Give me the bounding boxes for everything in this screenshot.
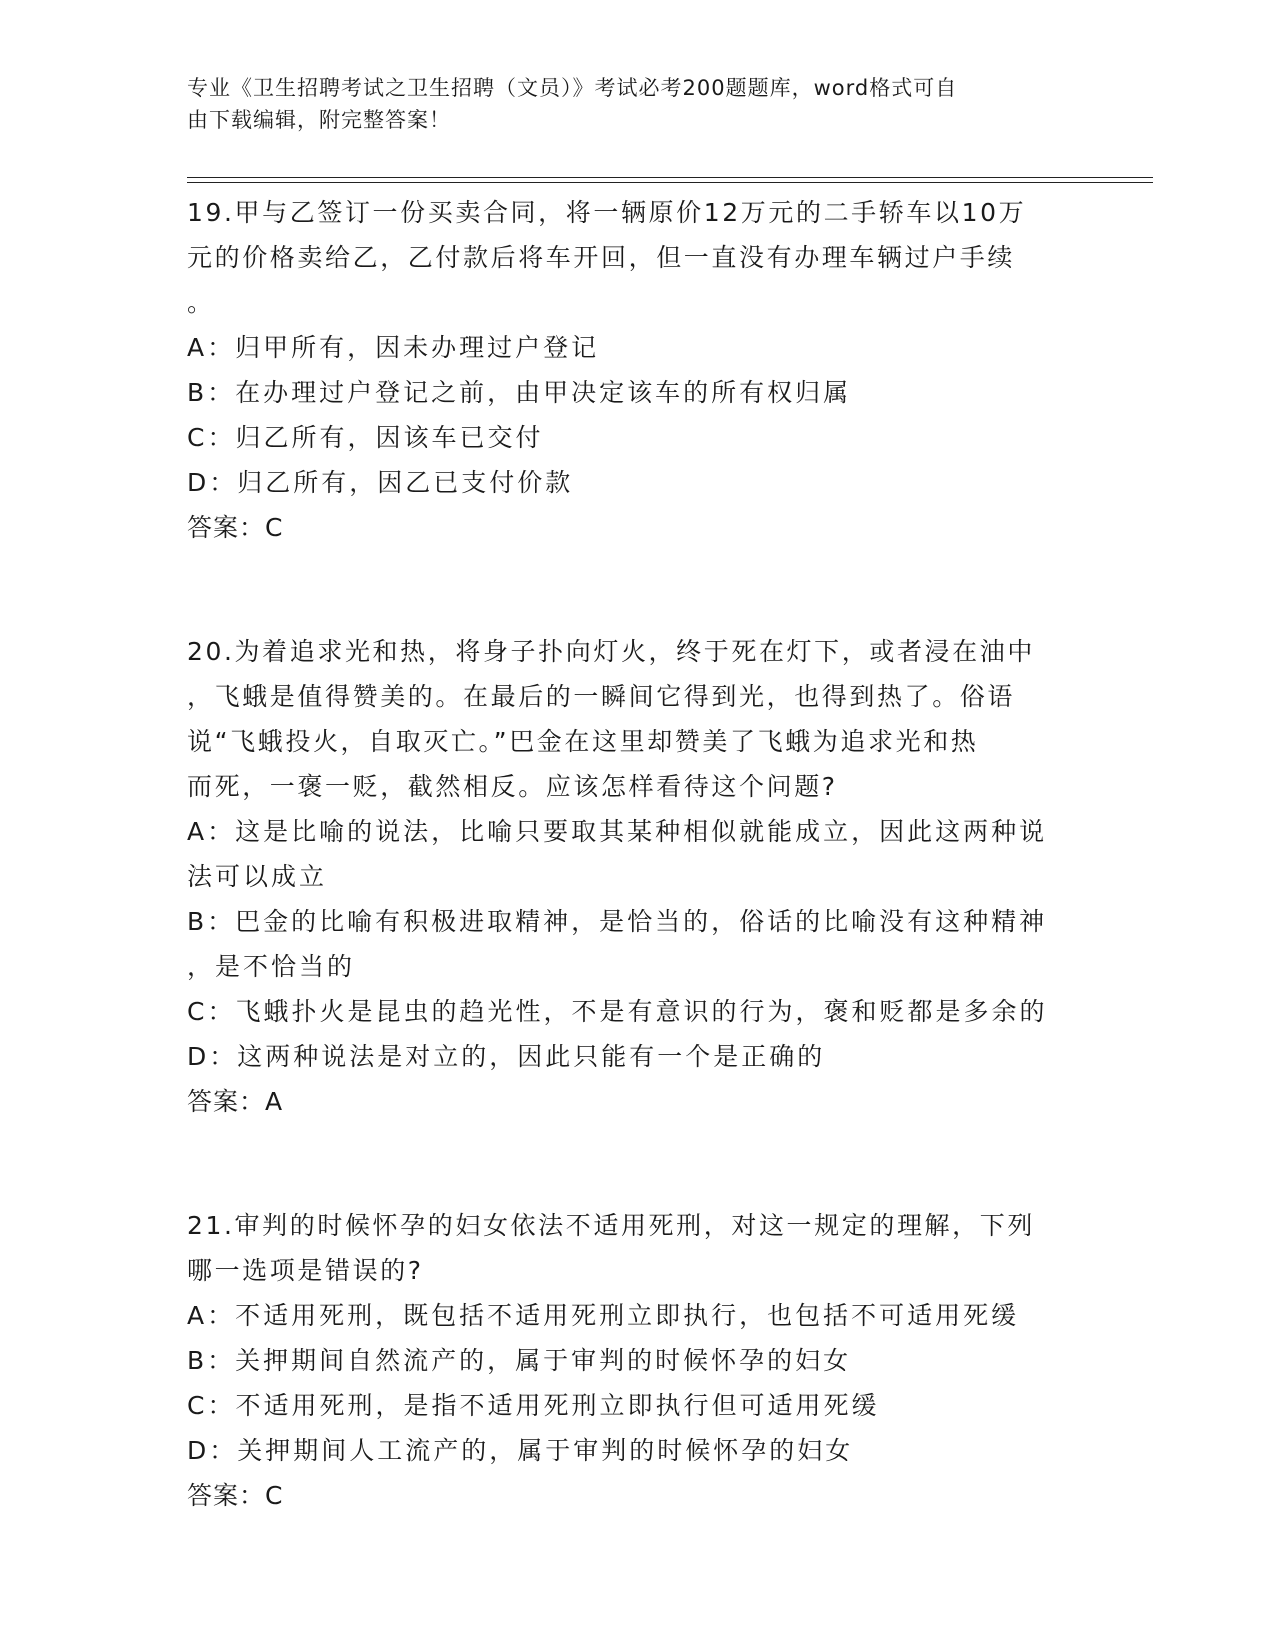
question-stem-line: ，飞蛾是值得赞美的。在最后的一瞬间它得到光，也得到热了。俗语	[187, 682, 1016, 711]
option-b-continued: ，是不恰当的	[187, 952, 356, 981]
option-d: D：归乙所有，因乙已支付价款	[187, 468, 574, 497]
question-stem-line: 20.为着追求光和热，将身子扑向灯火，终于死在灯下，或者浸在油中	[187, 637, 1035, 666]
question-list	[187, 190, 1067, 1597]
answer-label: 答案：C	[187, 513, 284, 542]
answer-label: 答案：C	[187, 1481, 284, 1510]
question-stem-line: 哪一选项是错误的?	[187, 1256, 424, 1285]
answer-label: 答案：A	[187, 1087, 284, 1116]
option-a: A：不适用死刑，既包括不适用死刑立即执行，也包括不可适用死缓	[187, 1301, 1020, 1330]
option-b: B：关押期间自然流产的，属于审判的时候怀孕的妇女	[187, 1346, 852, 1375]
option-b: B：在办理过户登记之前，由甲决定该车的所有权归属	[187, 378, 852, 407]
option-c: C：不适用死刑，是指不适用死刑立即执行但可适用死缓	[187, 1391, 880, 1420]
option-c: C：归乙所有，因该车已交付	[187, 423, 544, 452]
question-item	[187, 629, 1067, 1124]
question-stem-line: 说“飞蛾投火，自取灭亡。”巴金在这里却赞美了飞蛾为追求光和热	[187, 727, 979, 756]
option-a: A：这是比喻的说法，比喻只要取其某种相似就能成立，因此这两种说	[187, 817, 1048, 846]
question-item	[187, 190, 1067, 550]
question-stem-line: 21.审判的时候怀孕的妇女依法不适用死刑，对这一规定的理解，下列	[187, 1211, 1035, 1240]
question-item	[187, 1203, 1067, 1518]
header-line: 由下载编辑，附完整答案！	[187, 108, 451, 132]
document-header	[187, 72, 1087, 136]
question-stem-line: 而死，一褒一贬，截然相反。应该怎样看待这个问题?	[187, 772, 838, 801]
option-a-continued: 法可以成立	[187, 862, 328, 891]
option-a: A：归甲所有，因未办理过户登记	[187, 333, 600, 362]
header-line: 专业《卫生招聘考试之卫生招聘（文员）》考试必考200题题库，word格式可自	[187, 76, 958, 100]
header-divider	[187, 182, 1153, 183]
question-stem-line: 19.甲与乙签订一份买卖合同，将一辆原价12万元的二手轿车以10万	[187, 198, 1027, 227]
question-stem-line: 元的价格卖给乙，乙付款后将车开回，但一直没有办理车辆过户手续	[187, 243, 1016, 272]
option-c: C：飞蛾扑火是昆虫的趋光性，不是有意识的行为，褒和贬都是多余的	[187, 997, 1048, 1026]
question-stem-line: 。	[187, 288, 215, 317]
option-b: B：巴金的比喻有积极进取精神，是恰当的，俗话的比喻没有这种精神	[187, 907, 1048, 936]
header-divider	[187, 177, 1153, 178]
option-d: D：关押期间人工流产的，属于审判的时候怀孕的妇女	[187, 1436, 854, 1465]
option-d: D：这两种说法是对立的，因此只能有一个是正确的	[187, 1042, 826, 1071]
